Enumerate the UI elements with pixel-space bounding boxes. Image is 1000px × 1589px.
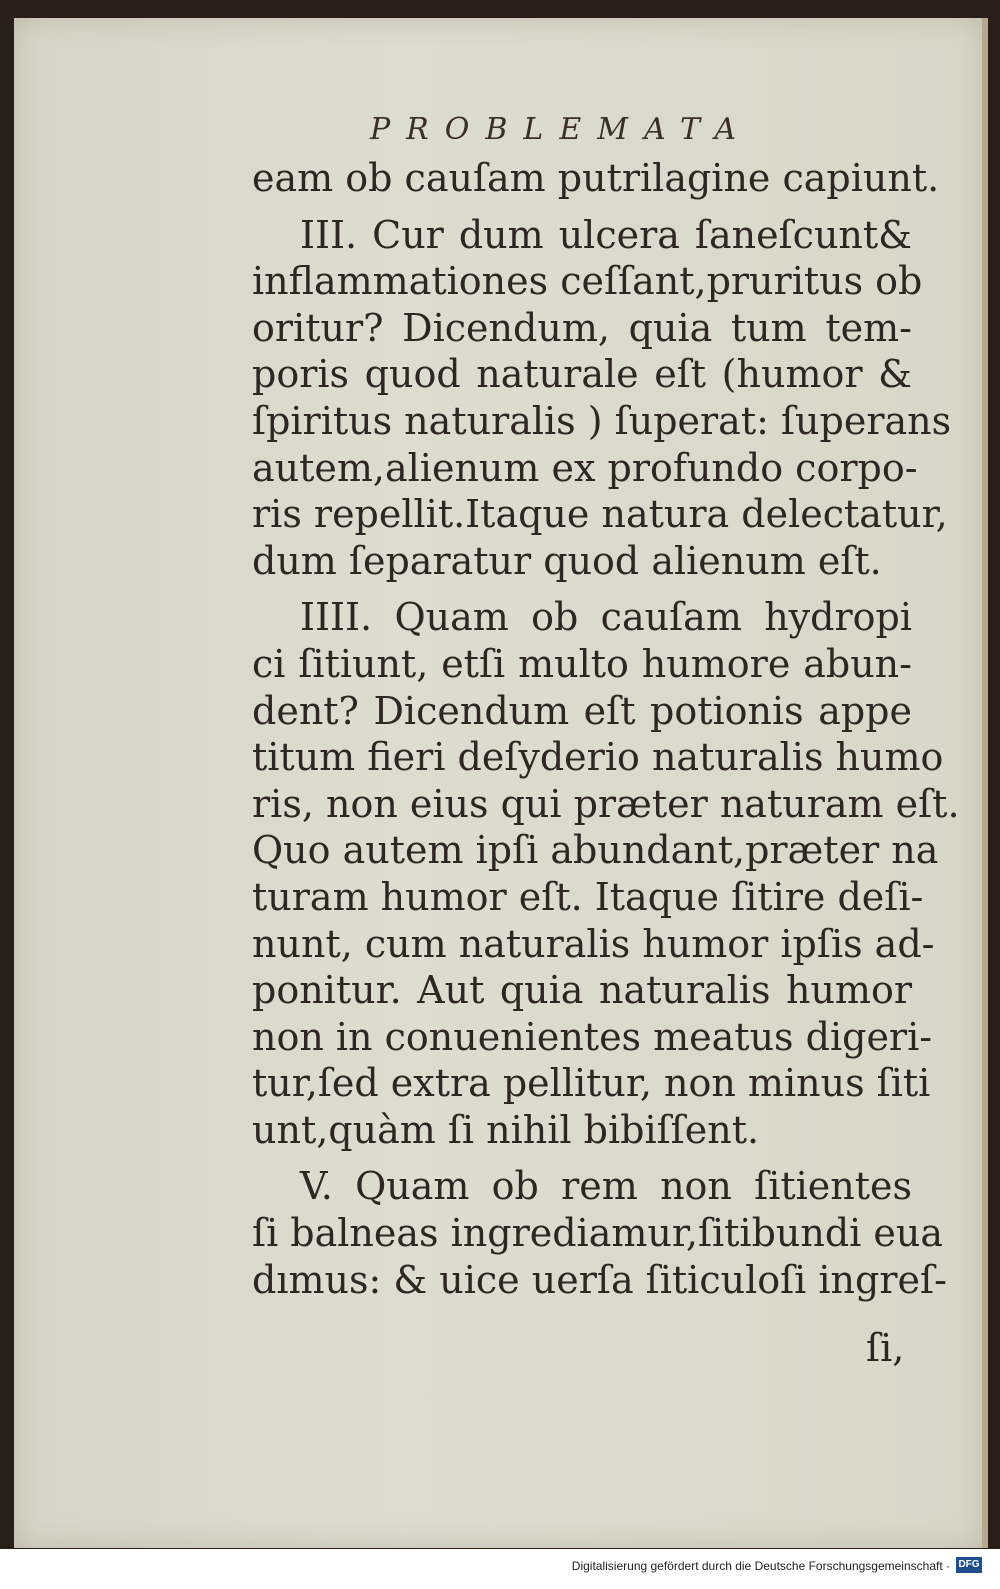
text-line: autem,alienum ex profundo corpo-	[252, 445, 918, 490]
body-text	[252, 155, 960, 1303]
text-line: ris repellit.Itaque natura delectatur,	[252, 492, 948, 537]
text-line: ci ſitiunt, etſi multo humore abun-	[252, 641, 912, 686]
text-line: oritur? Dicendum, quia tum tem-	[252, 305, 912, 350]
text-line: ſi balneas ingrediamur,ſitibundi eua	[252, 1211, 944, 1256]
text-line: dent? Dicendum eſt potionis appe	[252, 688, 912, 733]
text-line: eam ob cauſam putrilagine capiunt.	[252, 156, 940, 200]
text-line: turam humor eſt. Itaque ſitire deſi-	[252, 874, 924, 919]
text-line: Quo autem ipſi abundant,præter na	[252, 828, 939, 873]
text-line: ſpiritus naturalis ) ſuperat: ſuperans	[252, 398, 952, 443]
funding-credit: Digitalisierung gefördert durch die Deutsche Forschungsgemeinschaft ·	[571, 1559, 950, 1573]
text-line: ponitur. Aut quia naturalis humor	[252, 968, 912, 1013]
text-line: titum fieri deſyderio naturalis humo	[252, 735, 944, 780]
footer-bar	[0, 1549, 1000, 1589]
text-line: IIII. Quam ob cauſam hydropi	[300, 595, 912, 640]
catchword: ſi,	[866, 1326, 905, 1370]
text-line: inflammationes ceſſant,pruritus ob	[252, 259, 923, 304]
text-line: V. Quam ob rem non ſitientes	[300, 1164, 912, 1209]
text-line: unt,quàm ſi nihil bibiſſent.	[252, 1107, 760, 1152]
text-line: III. Cur dum ulcera ſaneſcunt&	[300, 212, 912, 257]
dfg-logo-icon: DFG	[956, 1557, 982, 1573]
text-line: non in conuenientes meatus digeri-	[252, 1014, 933, 1059]
text-line: dum ſeparatur quod alienum eſt.	[252, 538, 882, 583]
text-line: poris quod naturale eſt (humor &	[252, 352, 912, 397]
running-title: PROBLEMATA	[370, 112, 753, 147]
text-line: dımus: & uice uerſa ſiticuloſi ingreſ-	[252, 1257, 947, 1302]
text-line: nunt, cum naturalis humor ipſis ad-	[252, 921, 935, 966]
text-line: tur,ſed extra pellitur, non minus ſiti	[252, 1061, 931, 1106]
text-line: ris, non eius qui præter naturam eſt.	[252, 781, 960, 826]
